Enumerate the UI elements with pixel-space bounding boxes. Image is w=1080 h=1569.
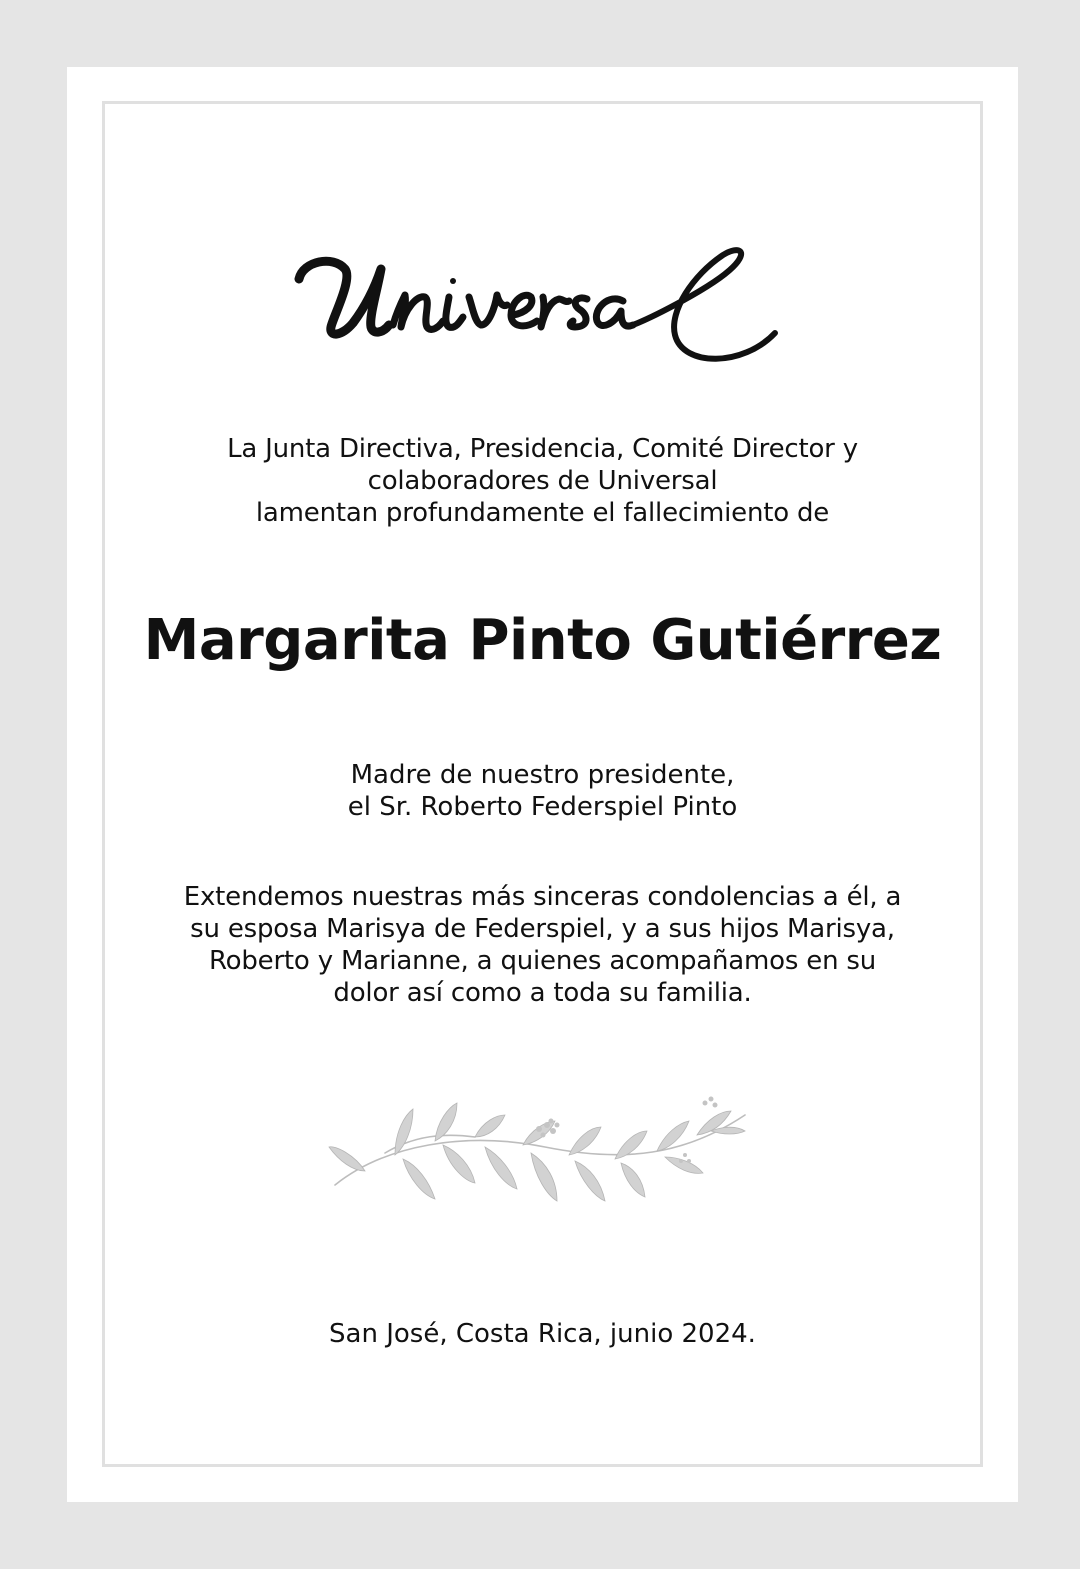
intro-line: La Junta Directiva, Presidencia, Comité Director y [227,434,858,464]
place-date: San José, Costa Rica, junio 2024. [329,1319,756,1349]
intro-line: lamentan profundamente el fallecimiento de [255,498,830,528]
leaf-branch-decoration [325,1075,755,1225]
condolences-line: su esposa Marisya de Federspiel, y a sus hijos Marisya, [190,914,895,944]
relation-text [67,759,1018,823]
relation-line: el Sr. Roberto Federspiel Pinto [347,792,738,822]
relation-line: Madre de nuestro presidente, [350,760,735,790]
condolences-line: Roberto y Marianne, a quienes acompañamos en su [208,946,877,976]
intro-line: colaboradores de Universal [367,466,718,496]
condolences-line: Extendemos nuestras más sinceras condolencias a él, a [183,882,902,912]
condolence-card [67,67,1018,1502]
condolences-text [67,881,1018,1009]
deceased-name: Margarita Pinto Gutiérrez [143,608,942,673]
condolences-line: dolor así como a toda su familia. [333,978,752,1008]
universal-logo [293,247,793,377]
intro-text [67,433,1018,529]
